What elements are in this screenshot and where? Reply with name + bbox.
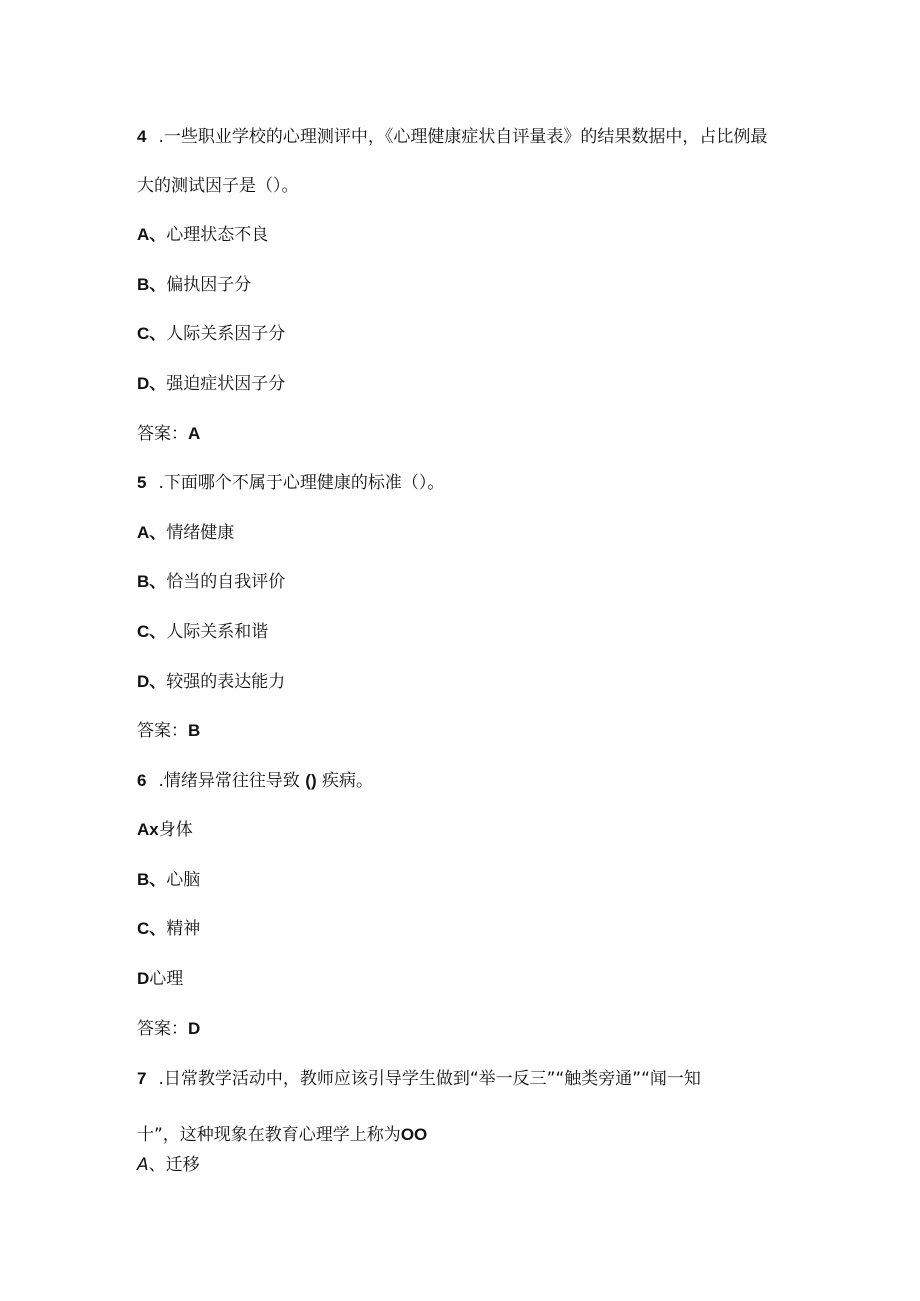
- question-text: .日常教学活动中，教师应该引导学生做到“举一反三”“触类旁通”“闻一知: [158, 1069, 701, 1089]
- question-paren: (): [305, 771, 317, 790]
- option-d: [137, 373, 285, 395]
- question-text: 十”，这种现象在教育心理学上称为: [137, 1125, 401, 1145]
- answer: [137, 720, 200, 742]
- question-number: 4: [137, 127, 147, 146]
- answer-label: 答案：: [137, 424, 188, 444]
- option-text: 心理: [149, 969, 184, 989]
- option-text: 心脑: [166, 870, 201, 890]
- option-text: 人际关系因子分: [166, 324, 286, 344]
- option-d: [137, 968, 183, 990]
- option-label: B、: [137, 572, 167, 591]
- question-6-line-1: [137, 770, 373, 792]
- option-label: Ax: [137, 820, 159, 839]
- option-c: [137, 621, 268, 643]
- option-text: 心理状态不良: [166, 225, 269, 245]
- question-number: 5: [137, 473, 147, 492]
- question-number: 7: [137, 1069, 147, 1088]
- option-c: [137, 323, 285, 345]
- option-b: [137, 869, 200, 891]
- option-text: 身体: [158, 820, 193, 840]
- option-label: C、: [137, 324, 167, 343]
- option-text: 、迁移: [148, 1155, 200, 1175]
- question-text: .一些职业学校的心理测评中，《心理健康症状自评量表》的结果数据中，占比例最: [158, 127, 768, 147]
- option-label: D、: [137, 374, 167, 393]
- question-number: 6: [137, 771, 147, 790]
- question-5-line-1: [137, 472, 444, 494]
- question-7-line-2: [137, 1124, 427, 1146]
- option-a: [137, 224, 268, 246]
- answer-value: A: [188, 424, 201, 443]
- option-label: A、: [137, 225, 167, 244]
- option-label: A: [137, 1155, 149, 1175]
- option-text: 人际关系和谐: [166, 622, 269, 642]
- option-d: [137, 671, 285, 693]
- answer: [137, 423, 200, 445]
- option-b: [137, 571, 285, 593]
- option-a: [137, 522, 234, 544]
- option-b: [137, 274, 251, 296]
- option-label: D、: [137, 672, 167, 691]
- option-a: [137, 819, 193, 841]
- option-text: 精神: [166, 919, 201, 939]
- answer-label: 答案：: [137, 721, 188, 741]
- option-label: B、: [137, 275, 167, 294]
- question-text-end: OO: [400, 1125, 428, 1144]
- option-label: A、: [137, 523, 167, 542]
- option-text: 情绪健康: [166, 523, 235, 543]
- option-label: C、: [137, 622, 167, 641]
- answer-value: D: [188, 1019, 201, 1038]
- question-4-line-2: [137, 175, 299, 197]
- option-label: B、: [137, 870, 167, 889]
- answer: [137, 1018, 200, 1040]
- option-text: 偏执因子分: [166, 275, 252, 295]
- question-text: 大的测试因子是（）。: [137, 176, 299, 196]
- option-label: C、: [137, 919, 167, 938]
- answer-value: B: [188, 721, 201, 740]
- option-text: 恰当的自我评价: [166, 572, 286, 592]
- answer-label: 答案：: [137, 1019, 188, 1039]
- question-text-end: 疾病。: [322, 771, 374, 791]
- option-text: 较强的表达能力: [166, 672, 286, 692]
- question-text: .下面哪个不属于心理健康的标准（）。: [158, 473, 445, 493]
- question-text: .情绪异常往往导致: [158, 771, 300, 791]
- option-c: [137, 918, 200, 940]
- option-text: 强迫症状因子分: [166, 374, 286, 394]
- option-a: [137, 1154, 200, 1176]
- question-7-line-1: [137, 1068, 701, 1090]
- question-4-line-1: [137, 126, 767, 148]
- option-label: D: [137, 969, 150, 988]
